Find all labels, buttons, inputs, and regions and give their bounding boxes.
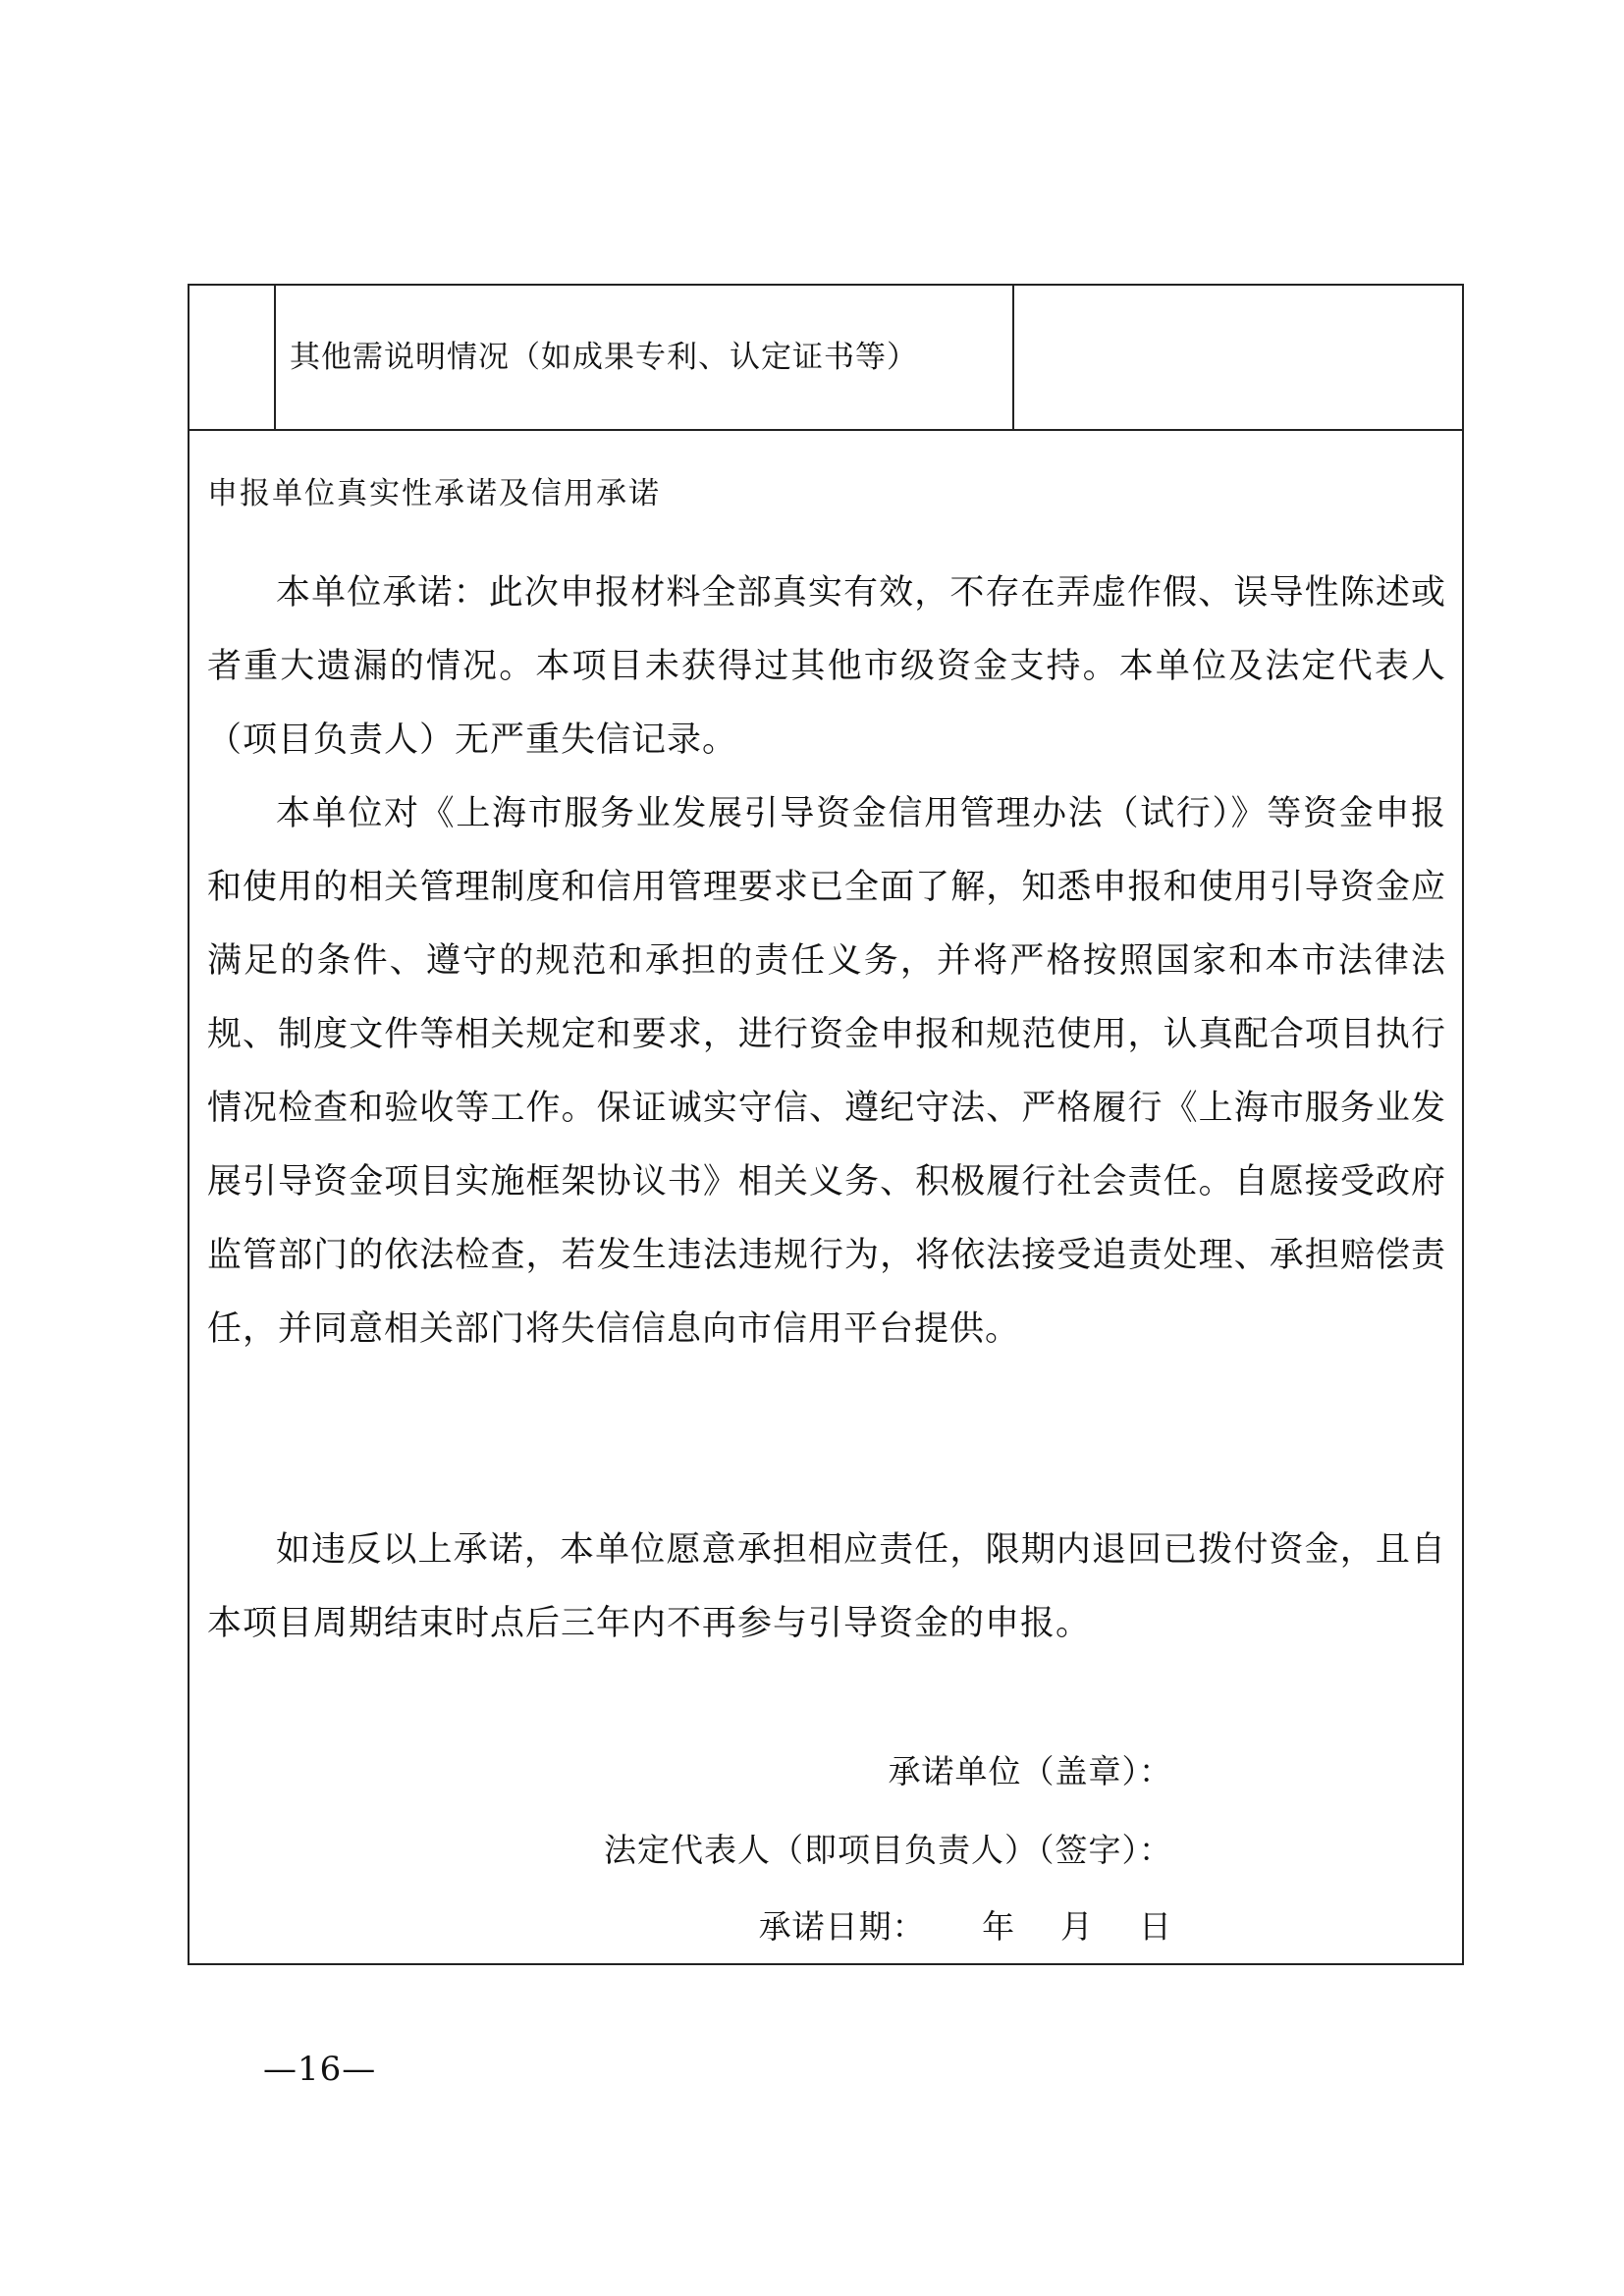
signature-date: 承诺日期： 年 月 日 (758, 1907, 1172, 1946)
page-number: —16— (263, 2050, 377, 2089)
signature-unit: 承诺单位（盖章）： (888, 1752, 1172, 1790)
cell-divider (274, 286, 276, 429)
other-info-label: 其他需说明情况（如成果专利、认定证书等） (290, 340, 918, 375)
cell-divider (1012, 286, 1014, 429)
signature-representative: 法定代表人（即项目负责人）（签字）： (604, 1831, 1172, 1869)
pledge-paragraph-2: 本单位对《上海市服务业发展引导资金信用管理办法（试行）》等资金申报和使用的相关管理制度和信用管理要求已全面了解，知悉申报和使用引导资金应满足的条件、遵守的规范和承担的责任义务，并将严格按照国家和本市法律法规、制度文件等相关规定和要求，进行资金申报和规范使用，认真配合项目执行情况检查和验收等工作。保证诚实守信、遵纪守法、严格履行《上海市服务业发展引导资金项目实施框架协议书》相关义务、积极履行社会责任。自愿接受政府监管部门的依法检查，若发生违法违规行为，将依法接受追责处理、承担赔偿责任，并同意相关部门将失信信息向市信用平台提供。 (207, 794, 1446, 1349)
pledge-title: 申报单位真实性承诺及信用承诺 (207, 476, 661, 511)
other-info-row (189, 286, 1462, 431)
pledge-paragraph-1: 本单位承诺：此次申报材料全部真实有效，不存在弄虚作假、误导性陈述或者重大遗漏的情况。本项目未获得过其他市级资金支持。本单位及法定代表人（项目负责人）无严重失信记录。 (207, 573, 1446, 760)
pledge-section (189, 431, 1462, 1963)
pledge-paragraph-3: 如违反以上承诺，本单位愿意承担相应责任，限期内退回已拨付资金，且自本项目周期结束时点后三年内不再参与引导资金的申报。 (207, 1530, 1446, 1643)
form-table (188, 284, 1464, 1965)
